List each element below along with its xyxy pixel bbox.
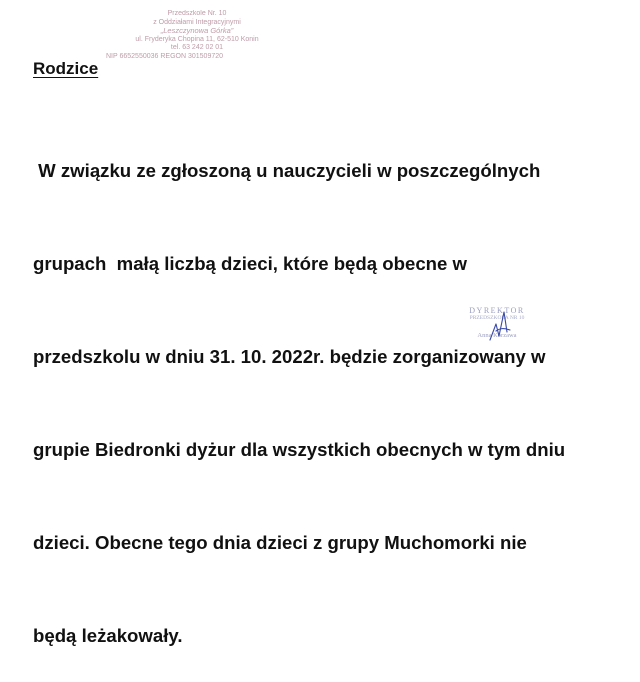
salutation-heading: Rodzice: [33, 59, 99, 78]
body-line: dzieci. Obecne tego dnia dzieci z grupy Muchomorki nie: [33, 532, 527, 553]
stamp-line: „Leszczynowa Górka”: [160, 26, 234, 36]
institution-stamp: [106, 10, 282, 62]
stamp-line: NIP 6652550036 REGON 301509720: [106, 52, 224, 60]
body-line: będą leżakowały.: [33, 625, 183, 646]
stamp-line: tel. 63 242 02 01: [170, 44, 224, 52]
stamp-line: z Oddziałami Integracyjnymi: [153, 18, 241, 26]
body-line: grupach małą liczbą dzieci, które będą obecne w: [33, 253, 467, 274]
body-line: grupie Biedronki dyżur dla wszystkich obecnych w tym dniu: [33, 439, 566, 460]
director-signature-stamp: [452, 306, 542, 356]
signature-name: Anna Korzawa: [477, 332, 517, 339]
stamp-line: ul. Fryderyka Chopina 11, 62-510 Konin: [135, 35, 259, 43]
body-line: W związku ze zgłoszoną u nauczycieli w poszczególnych: [33, 160, 541, 181]
stamp-line: Przedszkole Nr. 10: [167, 10, 227, 17]
handwritten-signature-icon: [452, 306, 542, 356]
body-line: przedszkolu w dniu 31. 10. 2022r. będzie zorganizowany w: [33, 346, 546, 367]
announcement-body: [33, 93, 633, 682]
signature-title: DYREKTOR: [469, 306, 525, 315]
signature-subtitle: PRZEDSZKOLA NR 10: [469, 315, 525, 321]
